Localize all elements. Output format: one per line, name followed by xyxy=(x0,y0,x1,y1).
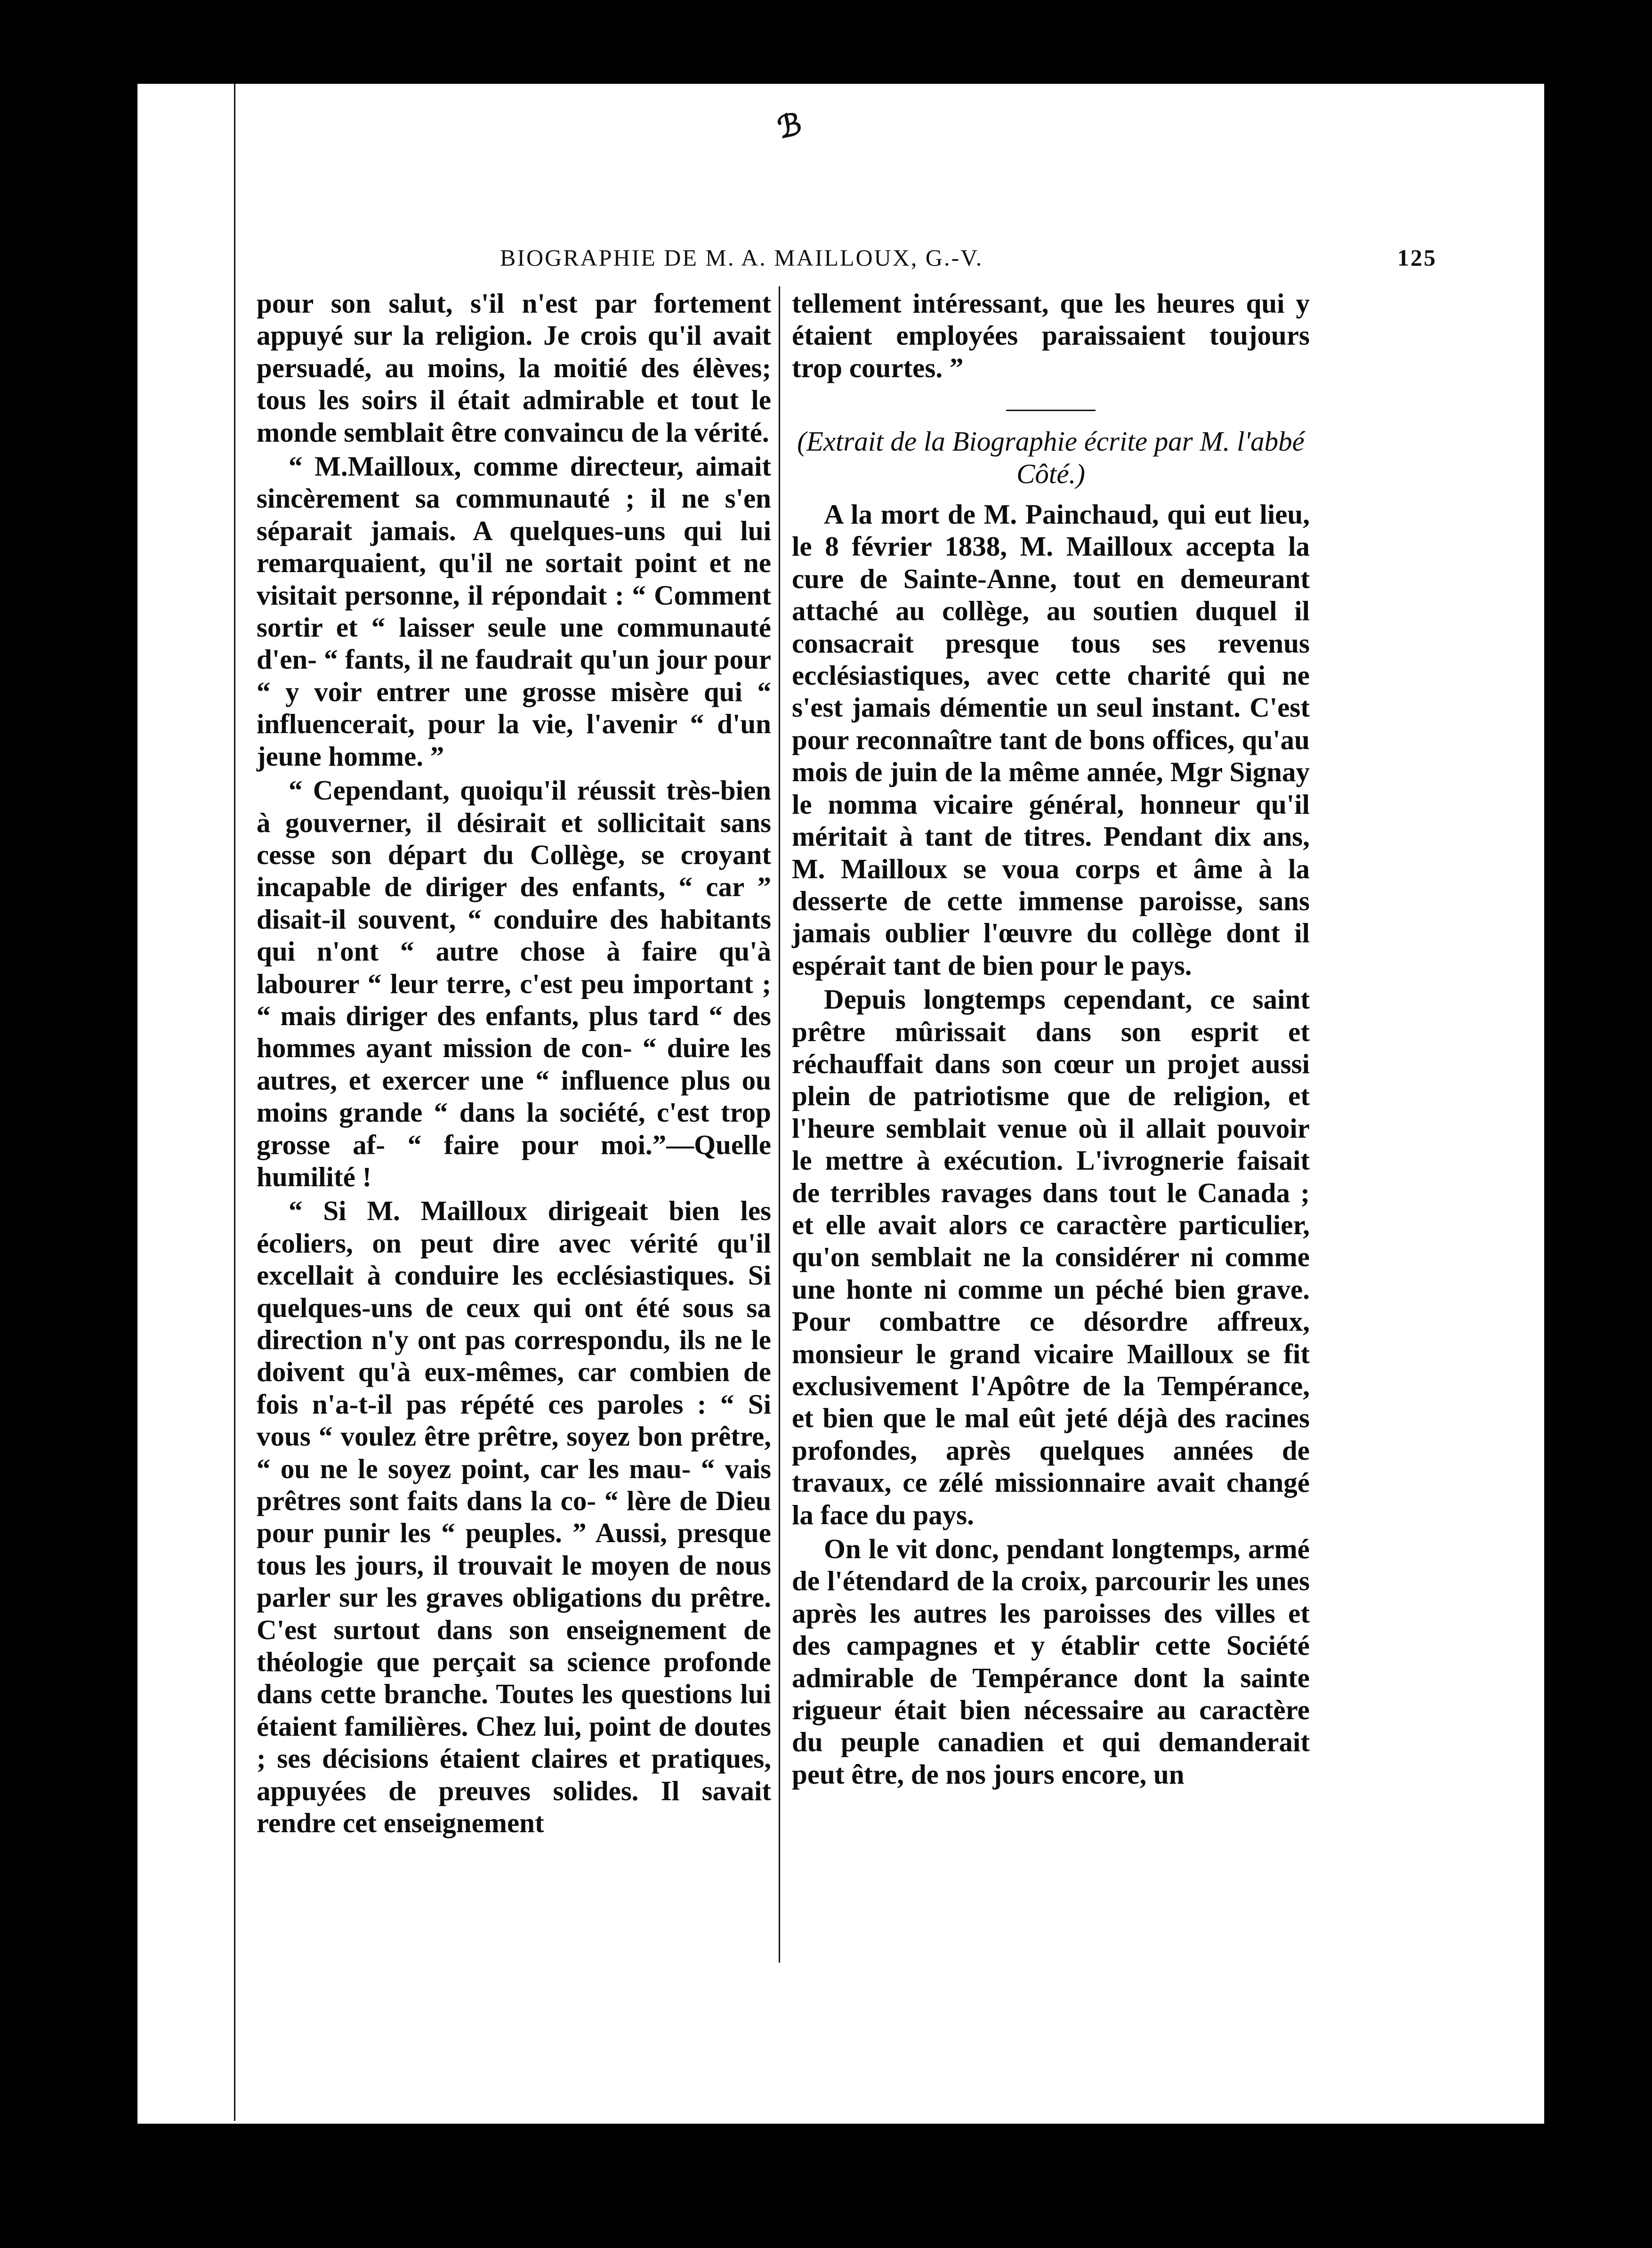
page-bottom-edge xyxy=(137,2121,1544,2124)
book-page xyxy=(137,84,1544,2124)
paragraph: “ Cependant, quoiqu'il réussit très-bien à gouverner, il désirait et sollicitait sans cesse son départ du Collège, se croyant incapable de diriger des enfants, “ car ” disait-il souvent, “ conduire des habitants qui n'ont “ autre chose à faire qu'à labourer “ leur terre, c'est peu important ; “ mais diriger des enfants, plus tard “ des hommes ayant mission de con- “ duire les autres, et exercer une “ influence plus ou moins grande “ dans la société, c'est trop grosse af- “ faire pour moi.”—Quelle humilité ! xyxy=(257,775,771,1192)
right-column xyxy=(792,287,1310,1790)
paragraph: A la mort de M. Painchaud, qui eut lieu, le 8 février 1838, M. Mailloux accepta la cure de Sainte-Anne, tout en demeurant attaché au collège, au soutien duquel il consacrait presque tous ses revenus ecclésiastiques, avec cette charité qui ne s'est jamais démentie un seul instant. C'est pour reconnaître tant de bons offices, qu'au mois de juin de la même année, Mgr Signay le nomma vicaire général, honneur qu'il méritait à tant de titres. Pendant dix ans, M. Mailloux se voua corps et âme à la desserte de cette immense paroisse, sans jamais oublier l'œuvre du collège dont il espérait tant de bien pour le pays. xyxy=(792,499,1310,981)
paragraph: tellement intéressant, que les heures qui y étaient employées paraissaient toujours trop courtes. ” xyxy=(792,288,1310,383)
section-rule xyxy=(1006,410,1096,411)
paragraph: On le vit donc, pendant longtemps, armé de l'étendard de la croix, parcourir les unes après les autres les paroisses des villes et des campagnes et y établir cette Société admirable de Tempérance dont la sainte rigueur était bien nécessaire au caractère du peuple canadien et qui demanderait peut être, de nos jours encore, un xyxy=(792,1533,1310,1790)
column-divider xyxy=(779,286,780,1963)
left-column xyxy=(257,287,771,1839)
page-number: 125 xyxy=(1397,244,1437,271)
ink-mark: ℬ xyxy=(774,106,805,146)
paragraph: pour son salut, s'il n'est par fortement appuyé sur la religion. Je crois qu'il avait persuadé, au moins, la moitié des élèves; tous les soirs il était admirable et tout le monde semblait être convaincu de la vérité. xyxy=(257,288,771,448)
page-edge-rule xyxy=(234,84,235,2124)
extract-title: (Extrait de la Biographie écrite par M. l'abbé Côté.) xyxy=(797,426,1305,489)
paragraph: “ Si M. Mailloux dirigeait bien les écoliers, on peut dire avec vérité qu'il excellait à conduire les ecclésiastiques. Si quelques-uns de ceux qui ont été sous sa direction n'y ont pas correspondu, ils ne le doivent qu'à eux-mêmes, car combien de fois n'a-t-il pas répété ces paroles : “ Si vous “ voulez être prêtre, soyez bon prêtre, “ ou ne le soyez point, car les mau- “ vais prêtres sont faits dans la co- “ lère de Dieu pour punir les “ peuples. ” Aussi, presque tous les jours, il trouvait le moyen de nous parler sur les graves obligations du prêtre. C'est surtout dans son enseignement de théologie que perçait sa science profonde dans cette branche. Toutes les questions lui étaient familières. Chez lui, point de doutes ; ses décisions étaient claires et pratiques, appuyées de preuves solides. Il savait rendre cet enseignement xyxy=(257,1195,771,1839)
paragraph: Depuis longtemps cependant, ce saint prêtre mûrissait dans son esprit et réchauffait dans son cœur un projet aussi plein de patriotisme que de religion, et l'heure semblait venue où il allait pouvoir le mettre à exécution. L'ivrognerie faisait de terribles ravages dans tout le Canada ; et elle avait alors ce caractère particulier, qu'on semblait ne la considérer ni comme une honte ni comme un péché bien grave. Pour combattre ce désordre affreux, monsieur le grand vicaire Mailloux se fit exclusivement l'Apôtre de la Tempérance, et bien que le mal eût jeté déjà des racines profondes, après quelques années de travaux, ce zélé missionnaire avait changé la face du pays. xyxy=(792,984,1310,1530)
paragraph: “ M.Mailloux, comme directeur, aimait sincèrement sa communauté ; il ne s'en séparait jamais. A quelques-uns qui lui remarquaient, qu'il ne sortait point et ne visitait personne, il répondait : “ Comment sortir et “ laisser seule une communauté d'en- “ fants, il ne faudrait qu'un jour pour “ y voir entrer une grosse misère qui “ influencerait, pour la vie, l'avenir “ d'un jeune homme. ” xyxy=(257,451,771,772)
running-head: BIOGRAPHIE DE M. A. MAILLOUX, G.-V. xyxy=(500,244,983,271)
